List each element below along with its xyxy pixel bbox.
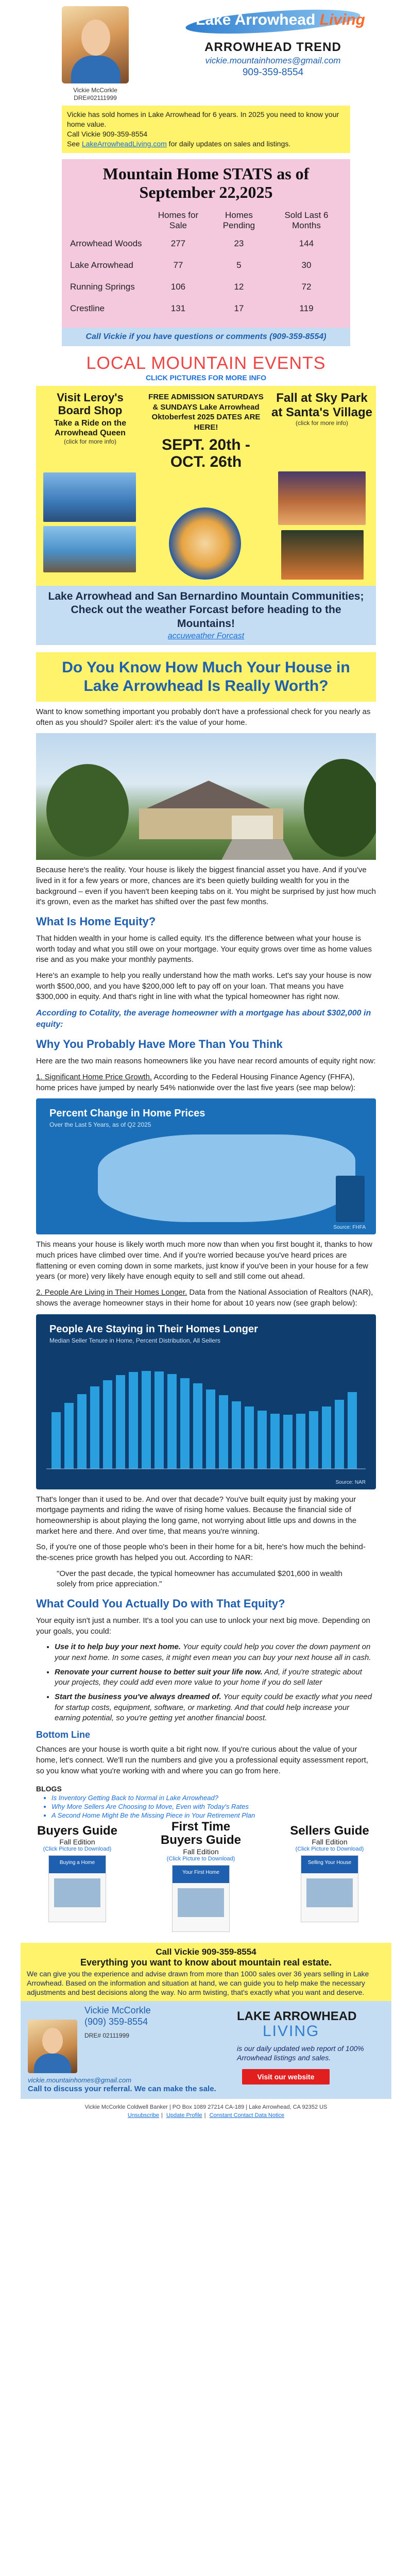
closing-phone[interactable]: Call Vickie 909-359-8554 (156, 1946, 256, 1957)
tenure-bar (322, 1406, 331, 1469)
stats-pending: 23 (234, 239, 244, 249)
event-oktoberfest[interactable] (147, 392, 265, 470)
signature-dre: DRE# 02111999 (84, 2032, 129, 2040)
blogs-list (36, 1794, 376, 1820)
blog-link[interactable]: • Is Inventory Getting Back to Normal in Lake Arrowhead? (52, 1794, 376, 1803)
heading-home-equity: What Is Home Equity? (36, 915, 156, 928)
table-row (69, 298, 343, 319)
event-leroys[interactable] (41, 391, 139, 445)
article-p2: Because here's the reality. Your house is likely the biggest financial asset you have. And if you've lived in it for a few years or more, chances are it's been quietly building wealth for you in the background – even if you haven't been keeping tabs on it. You might be surprised by just how much it's grown, even as the market has shifted over the past few months. (36, 866, 376, 907)
guide-click: (Click Picture to Download) (166, 1855, 235, 1862)
sky-park-image-1[interactable] (278, 471, 366, 525)
closing-body: We can give you the experience and advise drawn from more than 1000 sales over 36 years selling in Lake Arrowhead. Based on the information and situation at hand, we can guide you to help make the necessary adjustments and best decisions along the way. No arm twisting, that's exactly what you want and deserve. (27, 1969, 369, 1997)
stats-title: Mountain Home STATS as of September 22,2025 (102, 164, 310, 202)
stats-table (69, 208, 343, 319)
tenure-bar (283, 1415, 293, 1469)
reason-2 (36, 1287, 376, 1309)
list-item: • Start the business you've always dreamed of. Your equity could be exactly what you need for startup costs, equipment, software, or marketing. And that could help increase your earning potential, so you're getting yet another financial boost. (55, 1692, 376, 1723)
sky-park-click: (click for more info) (295, 419, 349, 427)
stats-sold: 72 (301, 282, 312, 292)
stats-area: Crestline (70, 303, 105, 314)
weather-panel (36, 586, 376, 645)
stats-area: Arrowhead Woods (70, 239, 142, 249)
heading-bottom-line: Bottom Line (36, 1730, 90, 1740)
stats-for-sale: 131 (170, 303, 186, 314)
article-p1: Want to know something important you probably don't have a professional check for you nearly as often as you should? Spoiler alert: it's the value of your home. (36, 707, 371, 727)
oktoberfest-dates: SEPT. 20th - OCT. 26th (162, 436, 250, 471)
equity-options-list (36, 1642, 376, 1723)
stats-header-pending: Homes Pending (222, 210, 255, 231)
footer-company: Vickie McCorkle Coldwell Banker | PO Box 1089 27214 CA-189 | Lake Arrowhead, CA 92352 US (84, 2104, 328, 2111)
stats-header-row (69, 208, 343, 233)
reason-1 (36, 1072, 376, 1093)
stats-area: Running Springs (70, 282, 135, 292)
guide-cover[interactable]: Selling Your House (301, 1855, 358, 1922)
article-body-3 (0, 1495, 412, 1777)
article-p7: This means your house is likely worth much more now than when you first bought it, thanks to how much prices have climbed over time. And if you're worried because you've heard prices are flattening or even coming down in some markets, just know if you've been in your house for a few years (or more) very likely have enough equity to sell and still come out ahead. (36, 1240, 372, 1281)
tenure-bar (335, 1400, 344, 1469)
agent-photo[interactable] (62, 6, 129, 83)
article-p3: That hidden wealth in your home is called equity. It's the difference between what your house is worth today and what you still owe on your mortgage. Your equity grows over time as home values rise and as you make your monthly payments. (36, 934, 372, 964)
stats-sold: 119 (299, 303, 314, 314)
tenure-bar (52, 1412, 61, 1469)
article-p6: Here are the two main reasons homeowners like you have near record amounts of equity right now: (36, 1057, 376, 1066)
signature-photo (28, 2020, 77, 2073)
tenure-bars-svg (46, 1350, 366, 1479)
oktoberfest-details: FREE ADMISSION SATURDAYS & SUNDAYS Lake Arrowhead Oktoberfest 2025 DATES ARE HERE! (148, 393, 264, 432)
newsletter-title: ARROWHEAD TREND (204, 40, 341, 54)
article-p4: Here's an example to help you really understand how the math works. Let's say your house is now worth $500,000, and you have $200,000 left to pay off on your loan. That means you have $300,000 in equity. And that's right in line with what the typical homeowner has right now. (36, 971, 372, 1002)
guide-sellers[interactable] (278, 1824, 381, 1922)
map-legend (336, 1176, 365, 1222)
tenure-bar (348, 1392, 357, 1469)
map-subtitle: Over the Last 5 Years, as of Q2 2025 (49, 1121, 151, 1129)
agent-dre: DRE#02111999 (74, 94, 117, 101)
guide-edition: Fall Edition (59, 1838, 95, 1846)
oktoberfest-logo-image[interactable] (169, 507, 241, 580)
tenure-bar (142, 1371, 151, 1469)
call-vickie-bar[interactable]: Call Vickie if you have questions or comments (909-359-8554) (62, 328, 350, 346)
accuweather-link[interactable]: accuweather Forcast (167, 631, 245, 640)
header (0, 0, 412, 106)
guide-title: First Time Buyers Guide (160, 1819, 242, 1848)
email-footer (0, 2104, 412, 2119)
brand-description: is our daily updated web report of 100% Arrowhead listings and sales. (237, 2044, 364, 2062)
reason-2-head: 2. People Are Living in Their Homes Longer. (36, 1288, 187, 1297)
reason-1-body: According to the Federal Housing Finance Agency (FHFA), home prices have jumped by nearly 54% nationwide over the last five years (see map below): (36, 1073, 356, 1092)
stats-sold: 30 (301, 260, 312, 270)
heading-what-to-do: What Could You Actually Do with That Equity? (36, 1597, 285, 1610)
stats-for-sale: 77 (173, 260, 183, 270)
footer-links: Unsubscribe | Update Profile | Constant Contact Data Notice (127, 2112, 285, 2119)
table-row (69, 233, 343, 255)
article-headline: Do You Know How Much Your House in Lake Arrowhead Is Really Worth? (36, 652, 376, 702)
tenure-bar (296, 1414, 305, 1469)
website-link[interactable]: LakeArrowheadLiving.com (81, 139, 167, 148)
trend-heading (191, 40, 355, 78)
guide-click: (Click Picture to Download) (295, 1846, 364, 1853)
blog-link[interactable]: • Why More Sellers Are Choosing to Move, Even with Today's Rates (52, 1803, 376, 1811)
events-subtitle: CLICK PICTURES FOR MORE INFO (145, 374, 267, 382)
tenure-bar (232, 1401, 241, 1469)
agent-photo-shirt (71, 56, 121, 83)
unsubscribe-link[interactable]: Unsubscribe (127, 2112, 160, 2119)
lake-view-image[interactable] (43, 526, 136, 572)
guide-edition: Fall Edition (312, 1838, 348, 1846)
blogs-section (0, 1782, 412, 1820)
header-email[interactable]: vickie.mountainhomes@gmail.com (205, 56, 341, 65)
house-photo (36, 733, 376, 860)
tree-right (304, 759, 376, 857)
intro-line-2: Call Vickie 909-359-8554 (67, 129, 148, 138)
tenure-bar (77, 1394, 87, 1469)
table-row (69, 255, 343, 276)
bars-subtitle: Median Seller Tenure in Home, Percent Distribution, All Sellers (49, 1336, 220, 1344)
events-panel (36, 386, 376, 586)
intro-line-3: See LakeArrowheadLiving.com for daily updates on sales and listings. (67, 139, 291, 148)
article-p5: According to Cotality, the average homeowner with a mortgage has about $302,000 in equity: (36, 1009, 371, 1029)
guide-cover[interactable]: Your First Home (172, 1865, 230, 1932)
event-sky-park[interactable] (270, 391, 373, 427)
signature-name: Vickie McCorkle (84, 2005, 151, 2016)
tree-left (46, 764, 129, 857)
signature-referral: Call to discuss your referral. We can make the sale. (28, 2084, 216, 2094)
guide-cover[interactable]: Buying a Home (48, 1855, 106, 1922)
agent-name: Vickie McCorkle (73, 87, 117, 94)
intro-line-1: Vickie has sold homes in Lake Arrowhead for 6 years. In 2025 you need to know your home value. (67, 110, 339, 128)
arrowhead-queen-boat-image[interactable] (43, 472, 136, 522)
lake-arrowhead-living-logo[interactable] (185, 4, 402, 36)
stats-header-sold: Sold Last 6 Months (284, 210, 329, 231)
signature-email[interactable]: vickie.mountainhomes@gmail.com (28, 2076, 132, 2084)
event-leroys-rest: Take a Ride on the Arrowhead Queen (54, 418, 127, 437)
tenure-bar (270, 1414, 280, 1469)
guide-title: Buyers Guide (37, 1823, 118, 1838)
usa-map-shape (98, 1134, 355, 1222)
agent-caption (57, 87, 134, 102)
intro-box (62, 106, 350, 153)
brand-line-2: LIVING (263, 2023, 320, 2040)
tenure-bar (103, 1380, 112, 1469)
tenure-bar (167, 1374, 177, 1469)
stats-header-for-sale: Homes for Sale (158, 210, 199, 231)
sky-park-title: Fall at Sky Park at Santa's Village (271, 391, 373, 419)
stats-for-sale: 106 (170, 282, 186, 292)
tenure-bar (180, 1378, 190, 1469)
tenure-bar (193, 1383, 202, 1469)
agent-photo-face (81, 20, 110, 56)
home-price-map (36, 1098, 376, 1234)
stats-pending: 17 (234, 303, 244, 314)
heading-more-than-think: Why You Probably Have More Than You Think (36, 1038, 283, 1051)
home-stats-panel (62, 159, 350, 328)
tenure-bar (245, 1406, 254, 1469)
guides-section (21, 1819, 391, 1943)
update-profile-link[interactable]: Update Profile (166, 2112, 202, 2119)
map-source: Source: FHFA (333, 1225, 366, 1231)
table-row (69, 276, 343, 298)
closing-panel (21, 1943, 391, 2002)
signature-phone[interactable]: (909) 359-8554 (84, 2016, 148, 2027)
guide-first-time[interactable] (149, 1820, 252, 1932)
guide-title: Sellers Guide (290, 1823, 369, 1838)
stats-sold: 144 (299, 239, 314, 249)
event-leroys-title: Visit Leroy's Board Shop (57, 391, 124, 417)
article-p11: Chances are your house is worth quite a bit right now. If you're curious about the value of your home, let's connect. We'll run the numbers and give you a professional equity assessment report, so you know what you're working with and where you can go from here. (36, 1745, 368, 1775)
guide-edition: Fall Edition (183, 1847, 219, 1856)
tenure-bar (129, 1372, 138, 1469)
signature-block (21, 2001, 391, 2099)
closing-tagline: Everything you want to know about mountain real estate. (80, 1957, 332, 1968)
seller-tenure-chart (36, 1314, 376, 1489)
tenure-bar (90, 1386, 99, 1469)
guide-click: (Click Picture to Download) (43, 1846, 112, 1853)
data-notice-link[interactable]: Constant Contact Data Notice (209, 2112, 285, 2119)
sky-park-image-2[interactable] (281, 530, 364, 580)
map-title: Percent Change in Home Prices (49, 1108, 205, 1120)
tenure-bar (258, 1411, 267, 1469)
blog-link[interactable]: • A Second Home Might Be the Missing Piece in Your Retirement Plan (52, 1811, 376, 1820)
brand-line-1: LAKE ARROWHEAD (237, 2009, 357, 2024)
tenure-bar (64, 1403, 74, 1469)
tenure-bar (219, 1395, 228, 1469)
stats-area: Lake Arrowhead (70, 260, 133, 270)
bars-source: Source: NAR (335, 1479, 366, 1485)
event-leroys-click: (click for more info) (63, 438, 117, 446)
house-driveway (221, 839, 294, 860)
tenure-bar (116, 1375, 125, 1469)
stats-pending: 12 (234, 282, 244, 292)
reason-1-head: 1. Significant Home Price Growth. (36, 1073, 152, 1081)
weather-text: Lake Arrowhead and San Bernardino Mountain Communities; Check out the weather Forcast before heading to the Mountains! (48, 590, 364, 630)
list-item: • Renovate your current house to better suit your life now. And, if you're strategic about your projects, they could add even more value to your home if you do sell later (55, 1667, 376, 1688)
reason-2-body: Data from the National Association of Realtors (NAR), shows the average homeowner stays in their home for about 10 years now (see graph below): (36, 1288, 373, 1308)
guide-buyers[interactable] (26, 1824, 129, 1922)
house-garage (232, 816, 273, 839)
tenure-bar (309, 1411, 318, 1469)
blogs-heading: BLOGS (36, 1785, 62, 1793)
signature-photo-face (42, 2028, 63, 2054)
article-p9: So, if you're one of those people who's been in their home for a bit, here's how much the behind-the-scenes price growth has helped you out. According to NAR: (36, 1543, 366, 1562)
signature-photo-shirt (34, 2054, 71, 2073)
tenure-bar (154, 1371, 164, 1469)
article-p10: Your equity isn't just a number. It's a tool you can use to unlock your next big move. Depending on your goals, you could: (36, 1616, 370, 1636)
article-intro (0, 702, 412, 728)
tenure-bar (206, 1389, 215, 1469)
logo-text: Lake Arrowhead Living.com (196, 11, 402, 28)
list-item: • Use it to help buy your next home. Your equity could help you cover the down payment on your next home. In some cases, it might even mean you can buy your next house all in cash. (55, 1642, 376, 1663)
visit-website-button[interactable]: Visit our website (242, 2069, 330, 2084)
stats-for-sale: 277 (170, 239, 186, 249)
stats-header-area (69, 208, 148, 233)
header-phone[interactable]: 909-359-8554 (242, 67, 304, 78)
article-body-2 (0, 1240, 412, 1309)
article-p8: That's longer than it used to be. And over that decade? You've built equity just by making your mortgage payments and riding the wave of rising home values. Because the financial side of homeownership is about playing the long game, not worrying about little ups and downs in the market here and there. And over time, that means you're winning. (36, 1495, 357, 1536)
events-title: LOCAL MOUNTAIN EVENTS (86, 353, 326, 374)
house-roof (124, 781, 294, 809)
article-body-1 (0, 865, 412, 1093)
stats-pending: 5 (236, 260, 242, 270)
nar-quote: "Over the past decade, the typical homeowner has accumulated $201,600 in wealth solely from price appreciation." (57, 1569, 342, 1589)
bars-title: People Are Staying in Their Homes Longer (49, 1323, 258, 1335)
